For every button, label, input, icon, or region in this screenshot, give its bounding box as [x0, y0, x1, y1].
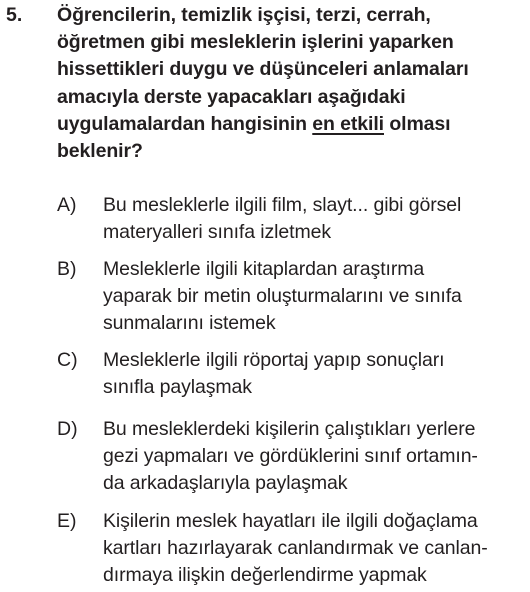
option-letter: B) — [57, 258, 77, 280]
option-line: materyalleri sınıfa izletmek — [103, 221, 332, 244]
option-line: Bu mesleklerle ilgili film, slayt... gibi görsel — [103, 194, 462, 216]
option-line: Bu mesleklerdeki kişilerin çalıştıkları yerlere — [103, 418, 476, 440]
option-letter: A) — [57, 194, 77, 216]
option-text — [103, 256, 528, 338]
option-line: Mesleklerle ilgili röportaj yapıp sonuçları — [103, 349, 445, 371]
option-text — [103, 192, 528, 246]
stem-line: Öğrencilerin, temizlik işçisi, terzi, cerrah, — [57, 4, 431, 26]
option-line: da arkadaşlarıyla paylaşmak — [103, 472, 348, 495]
option-letter: D) — [57, 418, 78, 440]
stem-line: öğretmen gibi mesleklerin işlerini yaparken — [57, 31, 454, 54]
option-text — [103, 416, 528, 498]
stem-line: beklenir? — [57, 140, 143, 163]
option-line: gezi yapmaları ve gördüklerini sınıf ortamın- — [103, 445, 478, 468]
option-line: Mesleklerle ilgili kitaplardan araştırma — [103, 258, 425, 280]
stem-text: uygulamalardan hangisinin — [57, 112, 313, 135]
stem-line: amacıyla derste yapacakları aşağıdaki — [57, 85, 406, 108]
option-line: yaparak bir metin oluşturmalarını ve sınıfa — [103, 285, 462, 308]
option-text — [103, 508, 528, 590]
question-number: 5. — [6, 4, 23, 26]
option-letter: E) — [57, 510, 77, 532]
stem-line — [57, 111, 527, 138]
stem-text: olması — [384, 112, 451, 135]
option-letter: C) — [57, 349, 78, 371]
option-line: sunmalarını istemek — [103, 312, 276, 335]
option-line: sınıfla paylaşmak — [103, 376, 252, 399]
option-line: Kişilerin meslek hayatları ile ilgili doğaçlama — [103, 510, 478, 532]
option-text — [103, 347, 528, 401]
question-stem — [57, 2, 527, 165]
option-line: dırmaya ilişkin değerlendirme yapmak — [103, 564, 427, 587]
option-line: kartları hazırlayarak canlandırmak ve canlan- — [103, 537, 488, 560]
stem-line: hissettikleri duygu ve düşünceleri anlamaları — [57, 58, 469, 81]
stem-emphasis: en etkili — [312, 112, 384, 135]
